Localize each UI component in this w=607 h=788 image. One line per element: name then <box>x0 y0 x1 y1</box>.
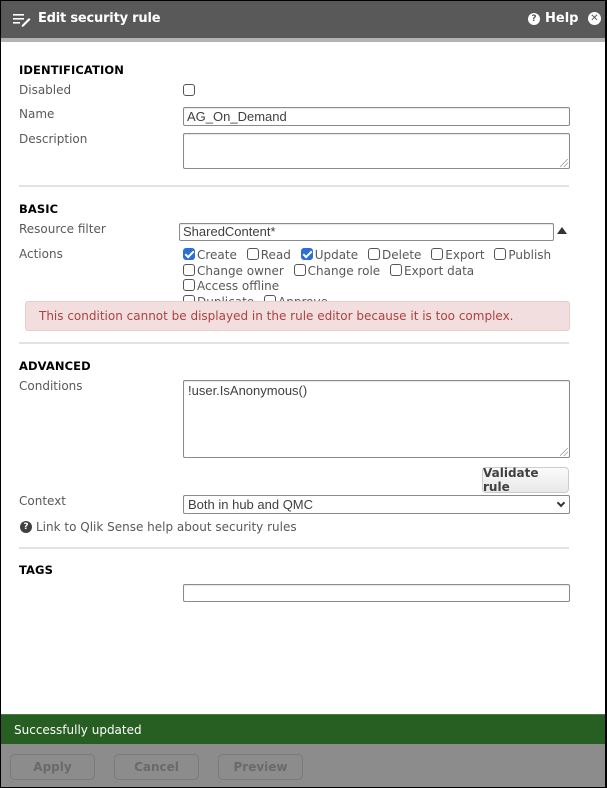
section-identification-title: IDENTIFICATION <box>19 63 124 77</box>
success-toast: Successfully updated <box>1 714 605 744</box>
action-change-owner[interactable]: Change owner <box>183 264 284 280</box>
help-label: Help <box>545 11 579 26</box>
tags-input[interactable] <box>183 584 570 602</box>
checkbox[interactable] <box>247 248 259 260</box>
actions-row-1 <box>183 248 573 264</box>
description-label: Description <box>19 132 88 146</box>
action-delete[interactable]: Delete <box>368 248 421 264</box>
conditions-value: !user.IsAnonymous() <box>188 383 308 398</box>
dialog-footer <box>1 744 605 787</box>
cancel-button[interactable]: Cancel <box>114 754 199 780</box>
context-select[interactable] <box>183 495 570 514</box>
name-input[interactable]: AG_On_Demand <box>183 107 570 126</box>
resize-grip-icon[interactable] <box>560 159 568 167</box>
context-label: Context <box>19 494 67 508</box>
section-tags-title: TAGS <box>19 563 53 577</box>
conditions-label: Conditions <box>19 379 83 393</box>
checkbox[interactable] <box>494 248 506 260</box>
actions-row-2 <box>183 264 573 295</box>
action-access-offline[interactable]: Access offline <box>183 279 279 295</box>
section-advanced-title: ADVANCED <box>19 359 91 373</box>
action-publish[interactable]: Publish <box>494 248 551 264</box>
section-basic-title: BASIC <box>19 202 59 216</box>
section-divider <box>19 547 569 549</box>
action-change-role[interactable]: Change role <box>294 264 381 280</box>
triangle-up-icon[interactable] <box>557 227 567 234</box>
action-export-data[interactable]: Export data <box>390 264 474 280</box>
resource-filter-input[interactable]: SharedContent* <box>179 223 554 241</box>
chevron-down-icon <box>557 499 565 507</box>
edit-security-rule-dialog <box>1 1 605 787</box>
security-rules-help-link[interactable] <box>20 520 297 534</box>
section-divider <box>19 185 569 187</box>
context-value: Both in hub and QMC <box>188 497 314 512</box>
help-link-text: Link to Qlik Sense help about security rules <box>36 520 297 534</box>
apply-button[interactable]: Apply <box>10 754 95 780</box>
close-button[interactable] <box>588 12 601 25</box>
preview-button[interactable]: Preview <box>218 754 303 780</box>
checkbox[interactable] <box>183 264 195 276</box>
help-button[interactable] <box>528 11 578 26</box>
complex-condition-alert: This condition cannot be displayed in the rule editor because it is too complex. <box>25 301 570 331</box>
checkbox[interactable] <box>294 264 306 276</box>
disabled-label: Disabled <box>19 83 72 97</box>
conditions-textarea[interactable] <box>183 380 570 458</box>
dialog-title: Edit security rule <box>38 11 161 26</box>
checkbox[interactable] <box>183 279 195 291</box>
edit-list-icon <box>13 13 31 27</box>
close-circle-icon: ✕ <box>590 12 599 24</box>
dialog-content <box>1 42 605 714</box>
resize-grip-icon[interactable] <box>560 448 568 456</box>
action-create[interactable]: Create <box>183 248 237 264</box>
checkbox-checked[interactable] <box>183 248 195 260</box>
checkbox[interactable] <box>431 248 443 260</box>
dialog-header <box>1 1 605 38</box>
question-circle-icon: ? <box>528 13 540 25</box>
actions-label: Actions <box>19 247 63 261</box>
validate-rule-button[interactable]: Validate rule <box>482 467 569 493</box>
description-textarea[interactable] <box>183 133 570 169</box>
section-divider <box>19 342 569 344</box>
action-read[interactable]: Read <box>247 248 291 264</box>
checkbox-checked[interactable] <box>301 248 313 260</box>
resource-filter-label: Resource filter <box>19 222 106 236</box>
checkbox[interactable] <box>390 264 402 276</box>
name-label: Name <box>19 107 55 121</box>
question-circle-icon: ? <box>20 521 32 533</box>
action-update[interactable]: Update <box>301 248 358 264</box>
checkbox[interactable] <box>368 248 380 260</box>
disabled-checkbox[interactable] <box>183 84 195 96</box>
action-export[interactable]: Export <box>431 248 484 264</box>
